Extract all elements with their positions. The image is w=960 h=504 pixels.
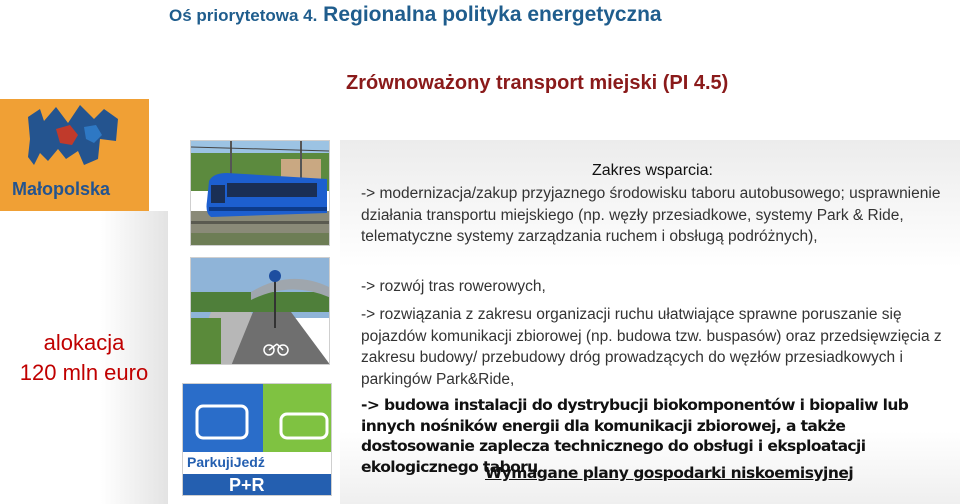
logo-text: Małopolska xyxy=(12,179,111,199)
support-heading: Zakres wsparcia: xyxy=(592,162,713,179)
slide-subtitle: Zrównoważony transport miejski (PI 4.5) xyxy=(346,72,729,94)
bike-sign-icon xyxy=(269,270,281,282)
crown-eagle-icon xyxy=(0,99,149,179)
support-bullet-3: -> rozwiązania z zakresu organizacji ruchu ułatwiające sprawne poruszanie się pojazdów komunikacji zbiorowej (np. budowa tzw. buspasów) oraz przedsięwzięcia z zakresu budowy/ przebudowy dróg prowadzących do węzłów przesiadkowych i parkingów Park&Ride, xyxy=(361,306,942,388)
park-and-ride-sign xyxy=(182,383,332,496)
malopolska-logo xyxy=(0,99,149,211)
support-bullet-4: -> budowa instalacji do dystrybucji biokomponentów i biopaliw lub innych nośników energii dla komunikacji zbiorowej, a także dostosowanie zaplecza technicznego do obsługi i eksploatacji ekologicznego taboru xyxy=(361,396,909,476)
park-ride-sign-text: P+R xyxy=(229,475,265,495)
left-panel-background xyxy=(0,211,168,504)
header-main-title: Regionalna polityka energetyczna xyxy=(323,3,662,26)
support-bullet-2: -> rozwój tras rowerowych, xyxy=(361,278,546,295)
tram-photo xyxy=(190,140,330,246)
allocation-amount: 120 mln euro xyxy=(19,360,149,385)
low-emission-plans-link[interactable]: Wymagane plany gospodarki niskoemisyjnej xyxy=(485,464,854,482)
allocation-label: alokacja xyxy=(43,330,125,355)
header-prefix: Oś priorytetowa 4. xyxy=(169,6,318,25)
park-ride-brand: ParkujiJedź xyxy=(187,454,265,470)
bike-path-photo xyxy=(190,257,330,365)
support-bullet-1: -> modernizacja/zakup przyjaznego środowisku taboru autobusowego; usprawnienie działania transportu miejskiego (np. węzły przesiadkowe, systemy Park & Ride, telematyczne systemy zarządzania ruchem i obsługą podróżnych), xyxy=(361,185,941,245)
header-title xyxy=(169,3,662,27)
